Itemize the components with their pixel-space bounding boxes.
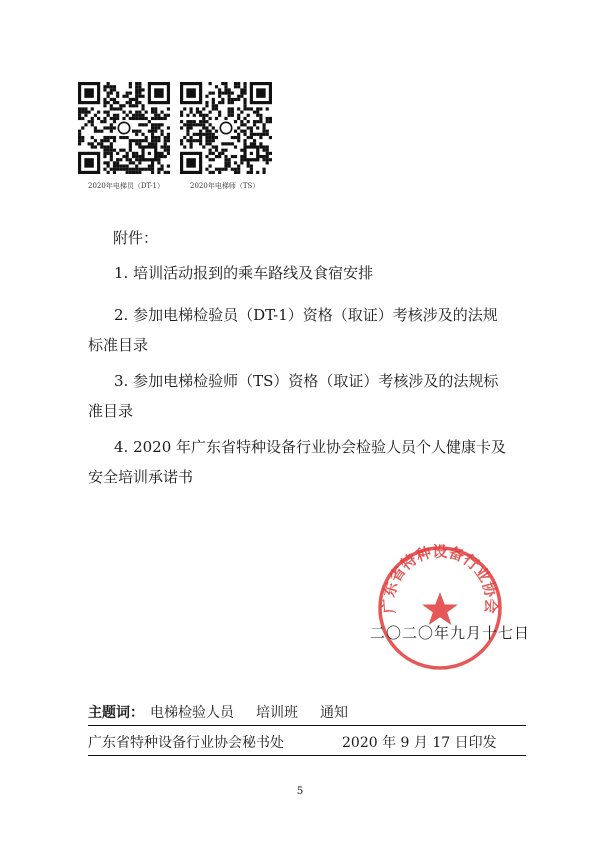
attachment-item-1-line1: 1. 培训活动报到的乘车路线及食宿安排: [114, 264, 374, 282]
qr-code-1: [78, 82, 170, 174]
qr-caption-1: 2020年电梯员（DT-1）: [88, 182, 165, 190]
attachment-item-2-line1: 2. 参加电梯检验员（DT-1）资格（取证）考核涉及的法规: [114, 306, 498, 324]
qr-code-2: [180, 82, 272, 174]
subject-keywords-row: [88, 702, 526, 726]
page-number: 5: [296, 786, 304, 797]
attachment-item-4: [88, 432, 528, 492]
seal-stamp-icon: [372, 540, 508, 676]
attachment-item-1: [88, 258, 528, 288]
qr-code-icon: [78, 82, 170, 174]
issue-date: 2020 年 9 月 17 日印发: [342, 735, 497, 751]
subject-keyword-2: 培训班: [256, 705, 298, 721]
svg-text:广东省特种设备行业协会: 广东省特种设备行业协会: [379, 542, 501, 615]
attachment-item-2: [88, 300, 528, 360]
issuer-row: [88, 732, 526, 756]
attachment-item-3-line2: 准目录: [88, 402, 134, 420]
qr-code-icon: [180, 82, 272, 174]
official-seal: [372, 540, 508, 676]
attachments-title: 附件：: [113, 229, 159, 247]
subject-keyword-3: 通知: [320, 705, 348, 721]
attachment-item-4-line2: 安全培训承诺书: [88, 468, 194, 486]
attachment-item-3-line1: 3. 参加电梯检验师（TS）资格（取证）考核涉及的法规标: [114, 372, 499, 390]
qr-caption-2: 2020年电梯师（TS）: [190, 182, 260, 190]
attachment-item-3: [88, 366, 528, 426]
signing-date: 二〇二〇年九月十七日: [370, 624, 531, 642]
issuer-org: 广东省特种设备行业协会秘书处: [88, 735, 284, 751]
attachment-item-2-line2: 标准目录: [88, 336, 149, 354]
subject-keyword-1: 电梯检验人员: [150, 705, 234, 721]
subject-label: 主题词：: [88, 705, 144, 721]
attachment-item-4-line1: 4. 2020 年广东省特种设备行业协会检验人员个人健康卡及: [114, 438, 507, 456]
